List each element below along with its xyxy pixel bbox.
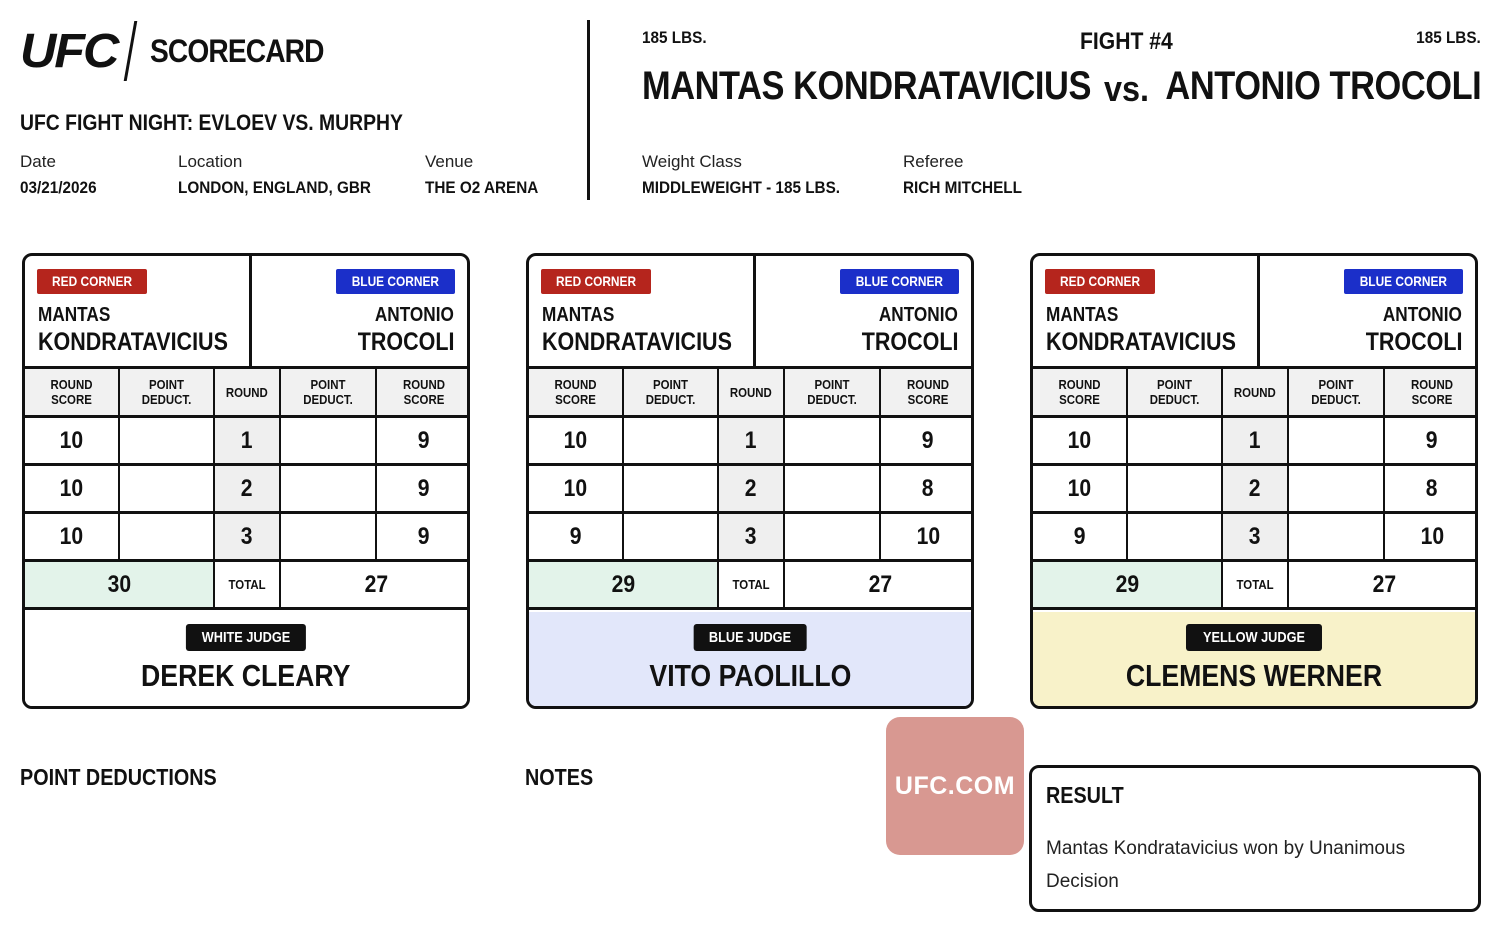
score-grid [529,369,971,610]
round-row [529,514,971,562]
scorecard-corners [529,256,971,369]
judge-scorecard-1 [22,253,470,709]
red-round-score: 9 [569,522,582,550]
red-fighter-first-name: MANTAS [38,304,111,326]
notes-title: NOTES [525,764,594,790]
blue-round-score: 8 [1426,474,1438,502]
referee-label: Referee [903,152,964,171]
result-box [1029,765,1481,912]
round-number: 2 [215,466,279,511]
red-point-deduction [120,418,213,463]
date-label: Date [20,152,56,171]
red-fighter-last-name: KONDRATAVICIUS [542,328,732,356]
red-fighter-name: MANTAS KONDRATAVICIUS [642,64,1091,108]
blue-round-score-header: ROUND SCORE [403,377,445,407]
round-row [25,514,467,562]
result-text: Mantas Kondratavicius won by Unanimous Decision [1046,838,1406,892]
total-label: TOTAL [228,577,266,592]
blue-point-deduction [785,466,879,511]
red-round-score-header: ROUND SCORE [50,377,93,407]
blue-point-deduction [1289,418,1383,463]
blue-fighter-name: ANTONIO TROCOLI [1165,64,1481,108]
red-point-deduction [1128,418,1221,463]
point-deductions-title: POINT DEDUCTIONS [20,764,217,790]
red-round-score: 10 [563,426,588,454]
red-fighter-last-name: KONDRATAVICIUS [1046,328,1236,356]
blue-round-score-header: ROUND SCORE [1411,377,1453,407]
blue-fighter-first-name: ANTONIO [375,304,454,326]
ufc-scorecard-logo [20,20,347,82]
judge-area [1033,612,1475,709]
blue-round-score: 9 [922,426,934,454]
blue-round-score-header: ROUND SCORE [907,377,949,407]
blue-point-deduction [281,466,375,511]
venue-value: THE O2 ARENA [425,178,539,197]
judge-scorecard-3 [1030,253,1478,709]
round-number: 3 [1223,514,1287,559]
red-weight: 185 LBS. [642,28,707,47]
round-row [529,466,971,514]
red-round-score: 9 [1073,522,1086,550]
blue-fighter-last-name: TROCOLI [1365,328,1462,356]
blue-fighter-last-name: TROCOLI [357,328,454,356]
red-point-deduction [120,466,213,511]
round-number: 1 [215,418,279,463]
round-number: 2 [719,466,783,511]
round-row [529,418,971,466]
judge-name: CLEMENS WERNER [1125,658,1383,693]
red-round-score: 10 [59,474,84,502]
red-fighter-last-name: KONDRATAVICIUS [38,328,228,356]
corner-divider [753,256,756,369]
blue-point-deduction [785,418,879,463]
blue-total: 27 [1372,570,1396,598]
red-round-score-header: ROUND SCORE [554,377,597,407]
corner-divider [249,256,252,369]
red-round-score: 10 [1067,426,1092,454]
red-point-deduction [1128,514,1221,559]
red-total: 30 [25,562,213,607]
round-number: 2 [1223,466,1287,511]
score-grid [1033,369,1475,610]
logo-divider [123,21,137,81]
ufc-logo: UFC [20,24,118,78]
red-point-deduct-header: POINT DEDUCT. [645,377,696,407]
red-point-deduction [120,514,213,559]
blue-round-score: 9 [418,474,430,502]
round-number: 1 [1223,418,1287,463]
scorecard-title: SCORECARD [149,32,324,69]
total-label: TOTAL [732,577,770,592]
blue-corner-tag: BLUE CORNER [1344,269,1463,294]
location-value: LONDON, ENGLAND, GBR [178,178,371,197]
blue-round-score: 9 [418,426,430,454]
scorecard-corners [1033,256,1475,369]
red-round-score: 10 [563,474,588,502]
red-point-deduct-header: POINT DEDUCT. [1149,377,1200,407]
blue-point-deduction [281,514,375,559]
total-row [529,562,971,610]
round-number: 1 [719,418,783,463]
round-number: 3 [719,514,783,559]
blue-fighter-first-name: ANTONIO [1383,304,1462,326]
header-divider [587,20,590,200]
red-point-deduct-header: POINT DEDUCT. [141,377,192,407]
total-row [1033,562,1475,610]
blue-point-deduction [1289,466,1383,511]
event-title: UFC FIGHT NIGHT: EVLOEV VS. MURPHY [20,110,403,135]
date-value: 03/21/2026 [20,178,97,197]
round-row [25,466,467,514]
total-label: TOTAL [1236,577,1274,592]
blue-round-score: 8 [922,474,934,502]
vs-label: vs. [1104,68,1150,109]
red-point-deduction [624,466,717,511]
red-corner-tag: RED CORNER [37,269,147,294]
blue-point-deduct-header: POINT DEDUCT. [807,377,857,407]
round-header: ROUND [1234,384,1276,400]
red-fighter-first-name: MANTAS [1046,304,1119,326]
red-total: 29 [1033,562,1221,607]
round-row [25,418,467,466]
round-header: ROUND [730,384,772,400]
judge-area [25,612,467,709]
ufc-com-badge[interactable] [886,717,1024,855]
judge-color-tag: WHITE JUDGE [186,624,306,651]
blue-total: 27 [868,570,892,598]
red-round-score: 10 [59,426,84,454]
venue-label: Venue [425,152,474,171]
weight-class-value: MIDDLEWEIGHT - 185 LBS. [642,178,841,197]
red-point-deduction [1128,466,1221,511]
fight-number: FIGHT #4 [1080,28,1173,55]
round-row [1033,466,1475,514]
red-corner-tag: RED CORNER [1045,269,1155,294]
blue-round-score: 9 [418,522,430,550]
location-label: Location [178,152,243,171]
blue-weight: 185 LBS. [1416,28,1481,47]
judge-color-tag: BLUE JUDGE [694,624,807,651]
blue-corner-tag: BLUE CORNER [336,269,455,294]
blue-point-deduction [281,418,375,463]
score-grid-header [25,369,467,418]
red-total: 29 [529,562,717,607]
scorecard-corners [25,256,467,369]
score-grid [25,369,467,610]
score-grid-header [1033,369,1475,418]
red-point-deduction [624,514,717,559]
round-row [1033,418,1475,466]
red-round-score-header: ROUND SCORE [1058,377,1101,407]
judge-color-tag: YELLOW JUDGE [1186,624,1322,651]
red-round-score: 10 [59,522,84,550]
judge-name: VITO PAOLILLO [649,658,851,693]
blue-fighter-last-name: TROCOLI [861,328,958,356]
judge-area [529,612,971,709]
blue-point-deduct-header: POINT DEDUCT. [303,377,353,407]
score-grid-header [529,369,971,418]
blue-corner-tag: BLUE CORNER [840,269,959,294]
corner-divider [1257,256,1260,369]
round-header: ROUND [226,384,268,400]
red-fighter-first-name: MANTAS [542,304,615,326]
red-round-score: 10 [1067,474,1092,502]
blue-round-score: 10 [1420,522,1444,550]
ufc-com-badge-text: UFC.COM [894,771,1016,800]
red-corner-tag: RED CORNER [541,269,651,294]
result-title: RESULT [1046,782,1124,808]
blue-point-deduction [1289,514,1383,559]
referee-value: RICH MITCHELL [903,178,1022,197]
blue-fighter-first-name: ANTONIO [879,304,958,326]
blue-round-score: 10 [916,522,940,550]
red-point-deduction [624,418,717,463]
total-row [25,562,467,610]
round-row [1033,514,1475,562]
judge-name: DEREK CLEARY [141,658,351,693]
round-number: 3 [215,514,279,559]
judge-scorecard-2 [526,253,974,709]
blue-total: 27 [364,570,388,598]
weight-class-label: Weight Class [642,152,742,171]
blue-point-deduction [785,514,879,559]
blue-round-score: 9 [1426,426,1438,454]
blue-point-deduct-header: POINT DEDUCT. [1311,377,1361,407]
